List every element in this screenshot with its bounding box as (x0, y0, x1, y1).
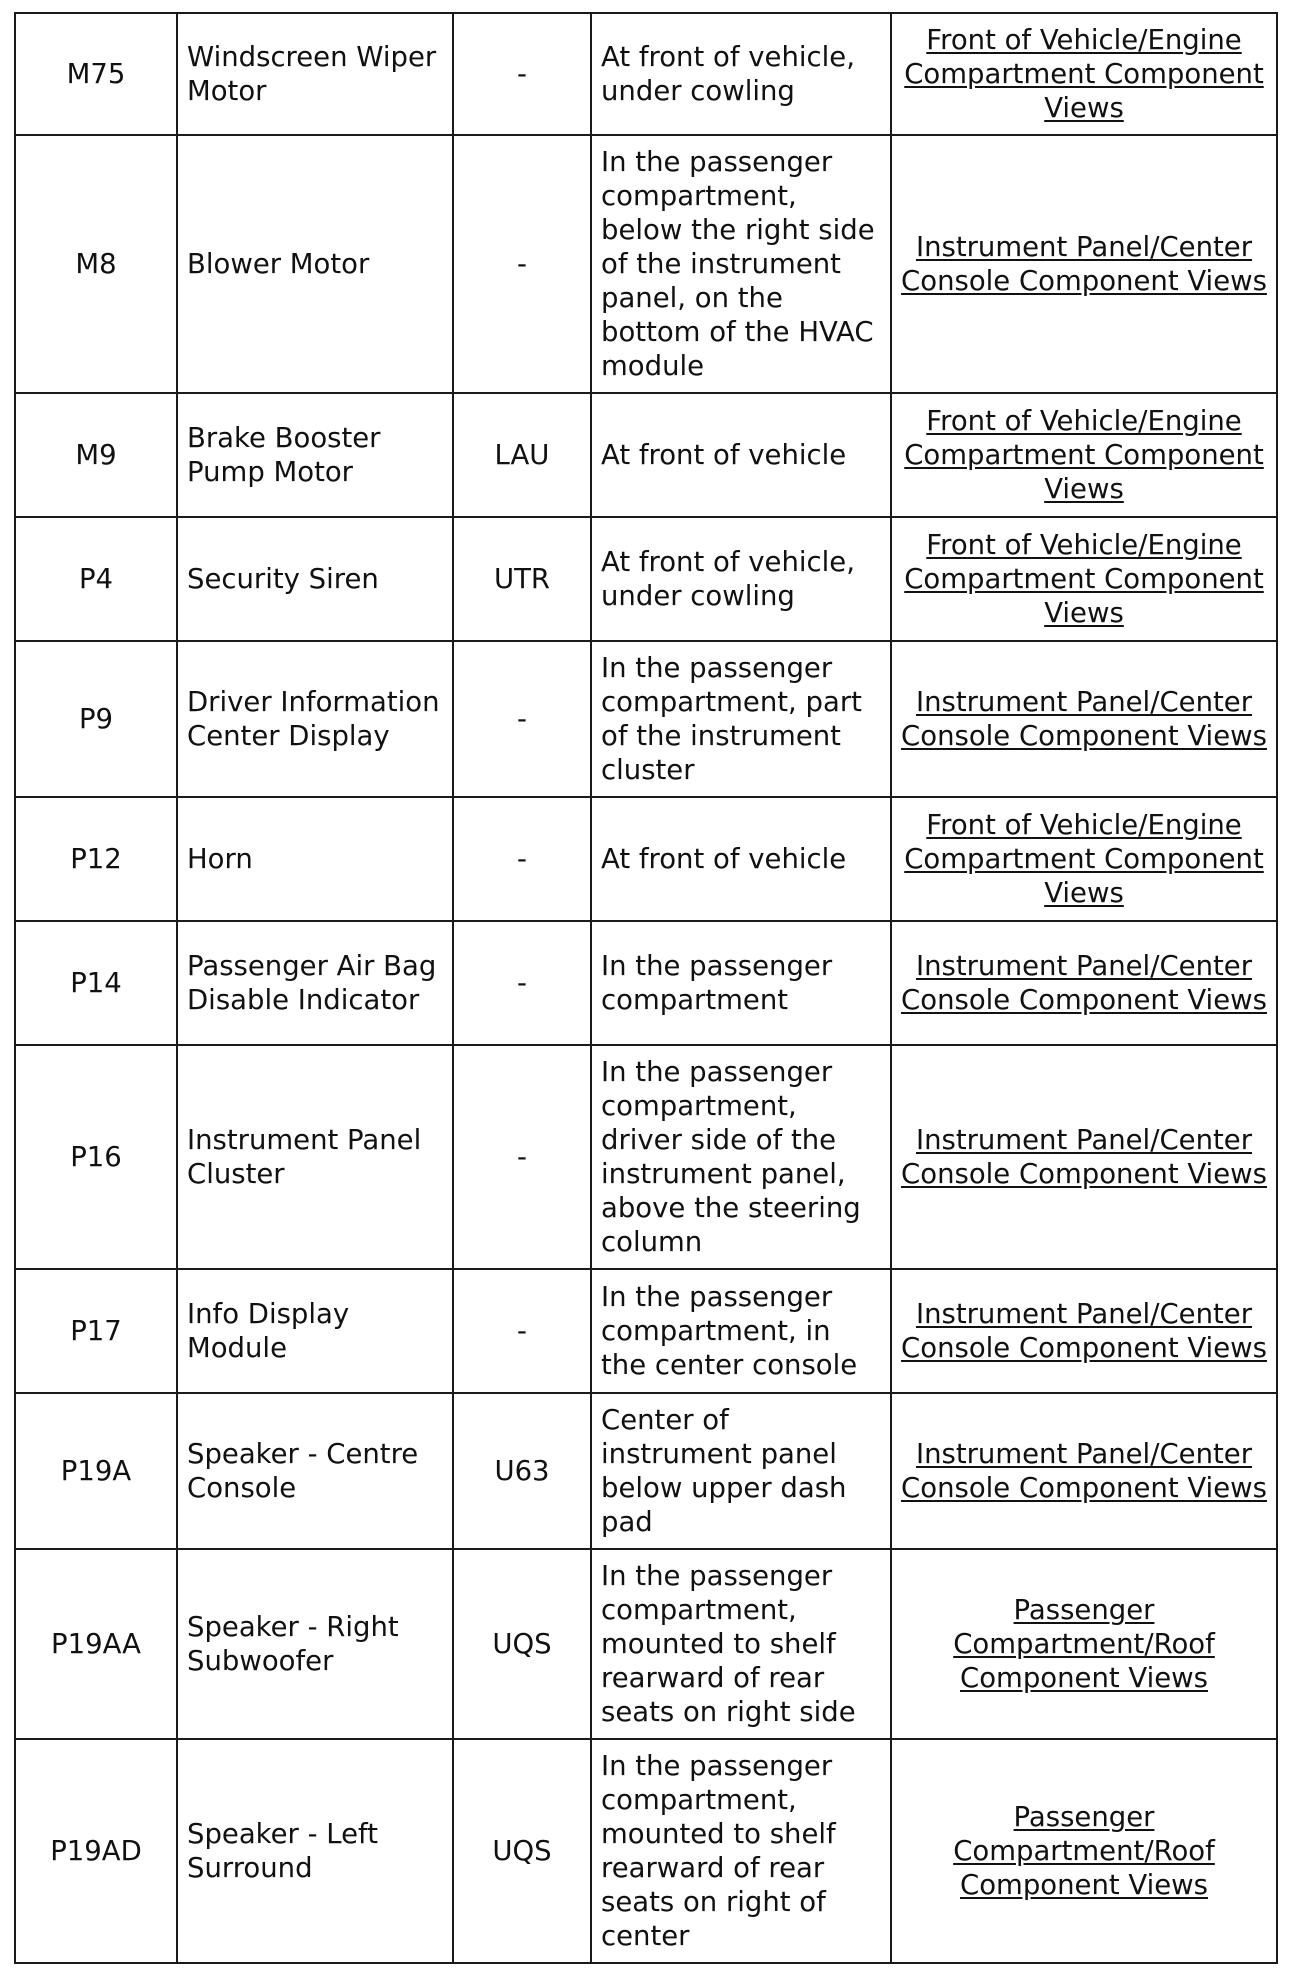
component-option: - (453, 1045, 591, 1269)
component-view-link[interactable]: Instrument Panel/Center Console Component Views (901, 1124, 1267, 1190)
table-row (15, 393, 1277, 517)
component-id: P17 (15, 1269, 177, 1393)
component-location: In the passenger compartment, in the center console (591, 1269, 891, 1393)
table-row (15, 1393, 1277, 1549)
component-view-link[interactable]: Instrument Panel/Center Console Component Views (901, 231, 1267, 297)
component-option: - (453, 1269, 591, 1393)
component-view-link[interactable]: Passenger Compartment/Roof Component Views (953, 1594, 1215, 1694)
component-view-link[interactable]: Instrument Panel/Center Console Component Views (901, 686, 1267, 752)
component-view-link[interactable]: Passenger Compartment/Roof Component Views (953, 1801, 1215, 1901)
component-option: - (453, 921, 591, 1045)
component-name: Driver Information Center Display (177, 641, 453, 797)
table-row (15, 797, 1277, 921)
component-option: - (453, 797, 591, 921)
table-row (15, 13, 1277, 135)
component-view-link[interactable]: Front of Vehicle/Engine Compartment Component Views (904, 809, 1264, 909)
component-locator-table (14, 12, 1278, 1964)
component-id: M8 (15, 135, 177, 393)
table-row (15, 641, 1277, 797)
component-view-link[interactable]: Instrument Panel/Center Console Component Views (901, 1298, 1267, 1364)
component-location: At front of vehicle, under cowling (591, 517, 891, 641)
component-id: P19A (15, 1393, 177, 1549)
component-view-cell (891, 1739, 1277, 1963)
component-id: P16 (15, 1045, 177, 1269)
component-view-cell (891, 1549, 1277, 1739)
component-view-cell (891, 641, 1277, 797)
component-location: At front of vehicle (591, 393, 891, 517)
component-name: Info Display Module (177, 1269, 453, 1393)
component-id: P19AD (15, 1739, 177, 1963)
component-location: In the passenger compartment, driver side of the instrument panel, above the steering column (591, 1045, 891, 1269)
component-id: M75 (15, 13, 177, 135)
component-name: Blower Motor (177, 135, 453, 393)
component-id: P14 (15, 921, 177, 1045)
component-option: U63 (453, 1393, 591, 1549)
component-id: M9 (15, 393, 177, 517)
component-view-cell (891, 797, 1277, 921)
component-name: Brake Booster Pump Motor (177, 393, 453, 517)
table-row (15, 1739, 1277, 1963)
component-name: Instrument Panel Cluster (177, 1045, 453, 1269)
component-location: Center of instrument panel below upper dash pad (591, 1393, 891, 1549)
component-view-link[interactable]: Front of Vehicle/Engine Compartment Component Views (904, 24, 1264, 124)
component-view-link[interactable]: Front of Vehicle/Engine Compartment Component Views (904, 405, 1264, 505)
component-view-cell (891, 1393, 1277, 1549)
component-view-cell (891, 13, 1277, 135)
table-row (15, 1549, 1277, 1739)
component-view-cell (891, 921, 1277, 1045)
component-name: Speaker - Right Subwoofer (177, 1549, 453, 1739)
component-location: In the passenger compartment, mounted to shelf rearward of rear seats on right side (591, 1549, 891, 1739)
table-row (15, 517, 1277, 641)
component-view-cell (891, 135, 1277, 393)
component-id: P4 (15, 517, 177, 641)
component-option: UQS (453, 1549, 591, 1739)
component-location: In the passenger compartment, mounted to shelf rearward of rear seats on right of center (591, 1739, 891, 1963)
component-location: In the passenger compartment, part of the instrument cluster (591, 641, 891, 797)
component-location: In the passenger compartment, below the right side of the instrument panel, on the bottom of the HVAC module (591, 135, 891, 393)
component-view-cell (891, 1045, 1277, 1269)
component-name: Windscreen Wiper Motor (177, 13, 453, 135)
table-row (15, 1045, 1277, 1269)
component-name: Horn (177, 797, 453, 921)
component-option: LAU (453, 393, 591, 517)
component-name: Speaker - Centre Console (177, 1393, 453, 1549)
component-view-link[interactable]: Instrument Panel/Center Console Component Views (901, 1438, 1267, 1504)
component-view-link[interactable]: Instrument Panel/Center Console Component Views (901, 950, 1267, 1016)
table-body (15, 13, 1277, 1963)
table-row (15, 1269, 1277, 1393)
component-location: At front of vehicle, under cowling (591, 13, 891, 135)
component-view-cell (891, 517, 1277, 641)
component-location: At front of vehicle (591, 797, 891, 921)
component-id: P12 (15, 797, 177, 921)
table-row (15, 921, 1277, 1045)
component-location: In the passenger compartment (591, 921, 891, 1045)
table-row (15, 135, 1277, 393)
component-view-cell (891, 393, 1277, 517)
component-option: UTR (453, 517, 591, 641)
component-name: Passenger Air Bag Disable Indicator (177, 921, 453, 1045)
component-id: P19AA (15, 1549, 177, 1739)
component-id: P9 (15, 641, 177, 797)
document-page (14, 12, 1276, 1964)
component-option: UQS (453, 1739, 591, 1963)
component-name: Security Siren (177, 517, 453, 641)
component-option: - (453, 641, 591, 797)
component-option: - (453, 135, 591, 393)
component-view-link[interactable]: Front of Vehicle/Engine Compartment Component Views (904, 529, 1264, 629)
component-name: Speaker - Left Surround (177, 1739, 453, 1963)
component-view-cell (891, 1269, 1277, 1393)
component-option: - (453, 13, 591, 135)
